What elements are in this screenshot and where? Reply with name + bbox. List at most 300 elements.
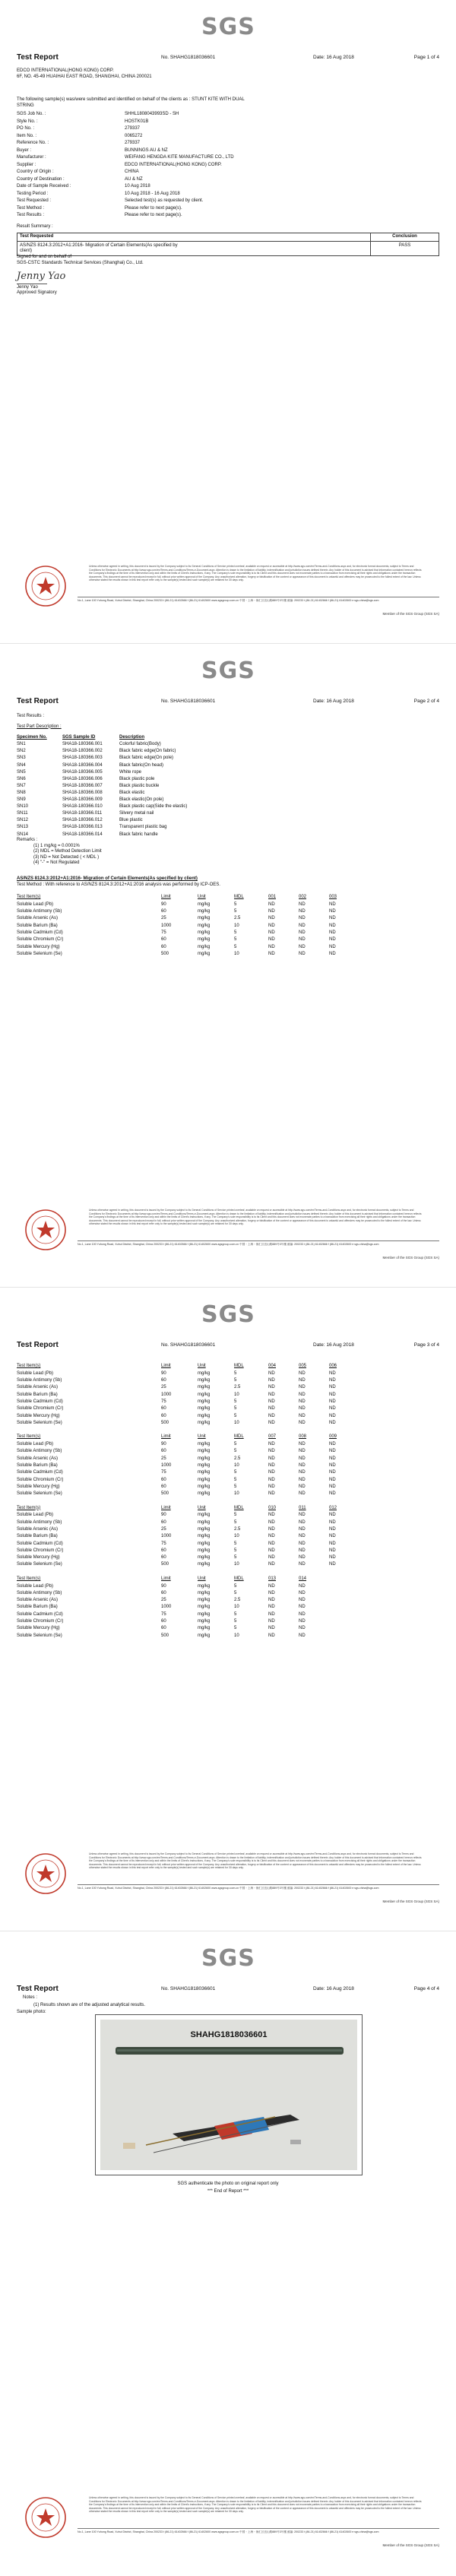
result-value: ND xyxy=(329,1562,336,1567)
mdl-value: 5 xyxy=(234,1611,237,1617)
field-row xyxy=(17,155,439,163)
test-item: Soluble Cadmium (Cd) xyxy=(17,1611,63,1617)
test-item: Soluble Selenium (Se) xyxy=(17,1420,62,1425)
signature-block: Signed for and on behalf of SGS-CSTC Standards Technical Services (Shanghai) Co., Ltd. Jenny Yao Jenny Yao Approved Signatory xyxy=(17,255,439,296)
result-value: ND xyxy=(299,1548,306,1553)
test-item: Soluble Chromium (Cr) xyxy=(17,937,64,943)
mdl-value: 2.5 xyxy=(234,1526,241,1532)
results-header: Test Item(s) Limit Unit MDL 013 014 xyxy=(17,1576,329,1583)
test-item: Soluble Arsenic (As) xyxy=(17,916,59,921)
report-header: Test Report No. SHAHG1818036601 Date: 16 Aug 2018 Page 4 of 4 xyxy=(17,1985,439,1993)
remark-item: (1) 1 mg/kg = 0.0001% xyxy=(33,843,80,848)
results-row xyxy=(17,1590,329,1597)
specimen-description: White rope xyxy=(119,769,142,775)
specimen-description: Black plastic buckle xyxy=(119,783,160,788)
result-value: ND xyxy=(329,944,336,949)
results-row xyxy=(17,1611,329,1618)
result-value: ND xyxy=(329,916,336,921)
sample-column-head: 014 xyxy=(299,1576,307,1581)
result-value: ND xyxy=(329,1399,336,1405)
results-row xyxy=(17,1392,359,1399)
page-indicator: Page 1 of 4 xyxy=(413,55,439,60)
results-row xyxy=(17,1469,359,1476)
field-row xyxy=(17,184,439,192)
test-item: Soluble Lead (Pb) xyxy=(17,1513,54,1518)
unit-value: mg/kg xyxy=(198,1626,211,1631)
result-value: ND xyxy=(329,951,336,956)
mdl-value: 10 xyxy=(234,923,239,928)
specimen-row xyxy=(17,790,187,797)
specimen-no: SN12 xyxy=(17,818,29,823)
test-item: Soluble Lead (Pb) xyxy=(17,901,54,907)
specimen-description: Black elastic xyxy=(119,790,145,795)
unit-value: mg/kg xyxy=(198,1611,211,1617)
mdl-value: 5 xyxy=(234,901,237,907)
limit-value: 60 xyxy=(161,1477,166,1482)
results-row xyxy=(17,1491,359,1497)
results-row xyxy=(17,1413,359,1420)
limit-value: 60 xyxy=(161,1378,166,1383)
sgs-sample-id: SHA18-180366.009 xyxy=(62,797,103,803)
test-item: Soluble Lead (Pb) xyxy=(17,1583,54,1589)
unit-value: mg/kg xyxy=(198,1598,211,1603)
result-value: ND xyxy=(299,1449,306,1454)
result-value: ND xyxy=(299,1477,306,1482)
mdl-value: 5 xyxy=(234,1442,237,1447)
result-value: ND xyxy=(329,930,336,936)
field-label: Supplier : xyxy=(17,162,36,167)
field-label: Testing Period : xyxy=(17,191,49,196)
field-value: HOSTK01B xyxy=(125,119,149,124)
test-item: Soluble Selenium (Se) xyxy=(17,1562,62,1567)
method-description: Test Method : With reference to AS/NZS 8124.3:2012+A1:2016 analysis was performed by ICP-OES. xyxy=(17,882,220,887)
limit-value: 90 xyxy=(161,1583,166,1589)
result-value: ND xyxy=(299,923,306,928)
unit-value: mg/kg xyxy=(198,1442,211,1447)
page-indicator: Page 2 of 4 xyxy=(413,699,439,704)
specimen-description: Silvery metal nail xyxy=(119,811,154,816)
unit-value: mg/kg xyxy=(198,1513,211,1518)
specimen-row xyxy=(17,762,187,769)
specimen-description: Black fabric(On head) xyxy=(119,762,164,768)
page-indicator: Page 4 of 4 xyxy=(413,1986,439,1991)
field-value: BUNNINGS AU & NZ xyxy=(125,147,168,153)
result-value: ND xyxy=(329,1519,336,1525)
unit-value: mg/kg xyxy=(198,1583,211,1589)
report-header: Test Report No. SHAHG1818036601 Date: 16 Aug 2018 Page 3 of 4 xyxy=(17,1341,439,1349)
field-value: Please refer to next page(s). xyxy=(125,205,182,211)
mdl-value: 5 xyxy=(234,1619,237,1624)
mdl-value: 10 xyxy=(234,1462,239,1468)
mdl-value: 10 xyxy=(234,1392,239,1397)
result-value: ND xyxy=(299,1470,306,1475)
field-label: Date of Sample Received : xyxy=(17,184,71,189)
test-item: Soluble Chromium (Cr) xyxy=(17,1619,64,1624)
limit-value: 1000 xyxy=(161,1534,172,1539)
report-title: Test Report xyxy=(17,53,59,62)
specimen-description: Black plastic cap(Side the elastic) xyxy=(119,804,188,810)
test-item: Soluble Arsenic (As) xyxy=(17,1385,59,1390)
remark-item: (2) MDL = Method Detection Limit xyxy=(33,849,102,854)
unit-value: mg/kg xyxy=(198,901,211,907)
result-value: ND xyxy=(268,1611,275,1617)
results-row xyxy=(17,908,359,915)
limit-value: 75 xyxy=(161,1611,166,1617)
unit-value: mg/kg xyxy=(198,1548,211,1553)
result-value: ND xyxy=(268,951,275,956)
specimen-no: SN7 xyxy=(17,783,26,788)
result-value: ND xyxy=(329,1370,336,1376)
sample-column-head: 008 xyxy=(299,1434,307,1440)
sample-column-head: 003 xyxy=(329,895,337,899)
test-item: Soluble Selenium (Se) xyxy=(17,1633,62,1638)
limit-value: 90 xyxy=(161,1370,166,1376)
sample-column-head: 010 xyxy=(268,1505,277,1510)
specimen-no: SN5 xyxy=(17,769,26,775)
results-row xyxy=(17,1554,359,1561)
mdl-value: 10 xyxy=(234,1562,239,1567)
sgs-seal-icon xyxy=(24,1209,67,1251)
field-value: 10 Aug 2018 xyxy=(125,184,150,189)
result-value: ND xyxy=(329,1484,336,1489)
results-row xyxy=(17,923,359,930)
field-value: 10 Aug 2018 - 16 Aug 2018 xyxy=(125,191,180,196)
mdl-value: 5 xyxy=(234,1590,237,1595)
sample-photo-label: Sample photo: xyxy=(17,2010,46,2014)
sample-column-head: 002 xyxy=(299,895,307,899)
results-row xyxy=(17,1526,359,1533)
result-value: ND xyxy=(268,1598,275,1603)
result-value: ND xyxy=(299,1513,306,1518)
result-value: ND xyxy=(268,1413,275,1418)
unit-value: mg/kg xyxy=(198,1555,211,1560)
result-value: ND xyxy=(329,937,336,943)
field-value: SHHL1808043993SD - SH xyxy=(125,112,179,116)
page-footer: Unless otherwise agreed in writing, this document is issued by the Company subject to its General Conditions of Service printed overleaf, available on request or accessible at http://www.sgs.com/en/Terms-and-Conditions.aspx and, for electronic format documents, subject to Terms and Conditions for Electronic Documents at http://www.sgs.com/en/Terms-and-Conditions/Terms-e-Document.aspx. Attention is drawn to the limitation of liability, indemnification and jurisdiction issues defined therein. Any holder of this document is advised that information contained hereon reflects the Company's findings at the time of its intervention only and within the limits of Client's instructions, if any. The Company's sole responsibility is to its Client and this document does not exonerate parties to a transaction from exercising all their rights and obligations under the transaction documents. This document cannot be reproduced except in full, without prior written approval of the Company. Any unauthorized alteration, forgery or falsification of the content or appearance of this document is unlawful and offenders may be prosecuted to the fullest extent of the law. Unless otherwise stated the results shown in this test report refer only to the sample(s) tested and such sample(s) are retained for 30 days only. No.1, Lane 100 Yuhong Road, Xuhui District, Shanghai, China 200233 t (86-21) 61402666 f (86-21) 61402600 www.sgsgroup.com.cn 中国・上海・徐汇区宜山路889号3号楼 邮编: 200233 t (86-21) 61402666 f (86-21) 61402600 e sgs.china@sgs.com Member of the SGS Group (SGS SA) xyxy=(17,2490,439,2570)
result-value: ND xyxy=(268,901,275,907)
sgs-sample-id: SHA18-180366.013 xyxy=(62,825,103,830)
results-header: Test Item(s) Limit Unit MDL 001 002 003 xyxy=(17,895,359,901)
report-date: Date: 16 Aug 2018 xyxy=(313,55,354,60)
test-item: Soluble Barium (Ba) xyxy=(17,1392,58,1397)
result-value: ND xyxy=(299,1562,306,1567)
mdl-value: 5 xyxy=(234,1378,237,1383)
result-value: ND xyxy=(329,1406,336,1412)
unit-value: mg/kg xyxy=(198,1605,211,1610)
result-value: ND xyxy=(268,916,275,921)
limit-value: 60 xyxy=(161,1619,166,1624)
result-value: ND xyxy=(268,1462,275,1468)
result-value: ND xyxy=(299,1619,306,1624)
specimen-row xyxy=(17,810,187,817)
remark-item: (4) "-" = Not Regulated xyxy=(33,860,80,865)
field-row xyxy=(17,163,439,170)
signer-title: Approved Signatory xyxy=(17,290,57,296)
result-value: ND xyxy=(268,1548,275,1553)
field-row xyxy=(17,141,439,148)
sample-column-head: 011 xyxy=(299,1505,306,1510)
field-row xyxy=(17,206,439,214)
result-value: ND xyxy=(268,1519,275,1525)
results-row xyxy=(17,1605,329,1611)
specimen-row xyxy=(17,783,187,790)
sample-column-head: 001 xyxy=(268,895,277,899)
remark-item: (3) ND = Not Detected ( < MDL ) xyxy=(33,854,100,860)
summary-test: AS/NZS 8124.3:2012+A1:2016- Migration of Certain Elements(As specified by client) xyxy=(17,242,371,256)
specimen-row xyxy=(17,803,187,810)
member-note: Member of the SGS Group (SGS SA) xyxy=(382,612,439,616)
result-value: ND xyxy=(268,1399,275,1405)
result-value: ND xyxy=(329,1470,336,1475)
field-row xyxy=(17,148,439,156)
mdl-value: 2.5 xyxy=(234,1385,241,1390)
result-value: ND xyxy=(299,1583,306,1589)
results-row xyxy=(17,1633,329,1640)
result-value: ND xyxy=(299,909,306,914)
unit-value: mg/kg xyxy=(198,1392,211,1397)
result-value: ND xyxy=(299,916,306,921)
test-item: Soluble Arsenic (As) xyxy=(17,1526,59,1532)
field-label: SGS Job No. : xyxy=(17,112,46,116)
limit-value: 60 xyxy=(161,1519,166,1525)
limit-value: 25 xyxy=(161,1598,166,1603)
mdl-value: 5 xyxy=(234,1513,237,1518)
results-row xyxy=(17,1477,359,1484)
specimen-table: Specimen No. SGS Sample ID Description SN1 SHA18-180366.001 Colorful fabric(Body) SN2 SHA18-180366.002 Black fabric edge(On fabric) SN3 SHA18-180366.003 Black fabric edge(On pole) SN4 SHA18-180366.004 Black fabric(On head) SN5 SHA18-180366.005 White rope SN6 SHA18-180366.006 Black plastic pole SN7 SHA18-180366.007 Black plastic buckle SN8 SHA18-180366.008 Black elastic SN9 SHA18-180366.009 Black elastic(On pole) SN10 SHA18-180366.010 Black plastic cap(Side the elastic) SN11 SHA18-180366.011 Silvery metal nail SN12 SHA18-180366.012 Blue plastic SN13 SHA18-180366.013 Transparent plastic bag SN14 SHA18-180366.014 Black fabric handle xyxy=(17,735,187,838)
result-value: ND xyxy=(299,1534,306,1539)
sample-column-head: 004 xyxy=(268,1364,277,1368)
result-value: ND xyxy=(299,1590,306,1595)
test-item: Soluble Antimony (Sb) xyxy=(17,1519,62,1525)
results-row xyxy=(17,916,359,923)
unit-value: mg/kg xyxy=(198,1385,211,1390)
results-header: Test Item(s) Limit Unit MDL 010 011 012 xyxy=(17,1506,359,1513)
result-value: ND xyxy=(268,923,275,928)
sgs-logo: SGS xyxy=(201,1945,255,1972)
result-value: ND xyxy=(268,1583,275,1589)
result-value: ND xyxy=(299,1462,306,1468)
limit-value: 60 xyxy=(161,944,166,949)
results-table xyxy=(17,1576,329,1640)
photo-report-number: SHAHG1818036601 xyxy=(190,2030,268,2039)
field-label: Manufacturer : xyxy=(17,155,46,160)
field-row xyxy=(17,134,439,141)
result-value: ND xyxy=(299,1555,306,1560)
result-value: ND xyxy=(268,1626,275,1631)
results-row xyxy=(17,1484,359,1491)
results-row xyxy=(17,1541,359,1548)
sgs-sample-id: SHA18-180366.008 xyxy=(62,790,103,795)
summary-head-test: Test Requested xyxy=(17,233,371,242)
mdl-value: 5 xyxy=(234,937,237,943)
mdl-value: 2.5 xyxy=(234,1456,241,1461)
result-value: ND xyxy=(299,1413,306,1418)
result-value: ND xyxy=(329,923,336,928)
result-value: ND xyxy=(299,1526,306,1532)
unit-value: mg/kg xyxy=(198,1378,211,1383)
specimen-no: SN13 xyxy=(17,825,29,830)
mdl-value: 5 xyxy=(234,1583,237,1589)
limit-value: 25 xyxy=(161,916,166,921)
mdl-value: 10 xyxy=(234,1420,239,1425)
unit-value: mg/kg xyxy=(198,1484,211,1489)
mdl-value: 5 xyxy=(234,909,237,914)
result-value: ND xyxy=(299,1519,306,1525)
mdl-value: 5 xyxy=(234,1519,237,1525)
sgs-sample-id: SHA18-180366.007 xyxy=(62,783,103,788)
mdl-value: 2.5 xyxy=(234,916,241,921)
result-value: ND xyxy=(299,1605,306,1610)
result-value: ND xyxy=(299,1378,306,1383)
field-label: Style No. : xyxy=(17,119,38,124)
field-value: Please refer to next page(s). xyxy=(125,213,182,217)
specimen-description: Black elastic(On pole) xyxy=(119,797,164,803)
footer-address: No.1, Lane 100 Yuhong Road, Xuhui District, Shanghai, China 200233 t (86-21) 61402666 f (86-21) 61402600 www.sgsgroup.com.cn 中国・上海・徐汇区宜山路889号3号楼 邮编: 200233 t (86-21) 61402666 f (86-21) 61402600 e sgs.china@sgs.com xyxy=(78,599,379,602)
sample-column-head: 009 xyxy=(329,1434,337,1440)
result-value: ND xyxy=(329,1378,336,1383)
result-value: ND xyxy=(268,1442,275,1447)
unit-value: mg/kg xyxy=(198,1477,211,1482)
field-label: Country of Origin : xyxy=(17,170,54,174)
result-value: ND xyxy=(268,1470,275,1475)
unit-value: mg/kg xyxy=(198,1456,211,1461)
result-value: ND xyxy=(299,1406,306,1412)
mdl-value: 5 xyxy=(234,944,237,949)
result-value: ND xyxy=(299,1420,306,1425)
field-label: Buyer : xyxy=(17,147,32,153)
results-row xyxy=(17,1625,329,1632)
result-value: ND xyxy=(299,930,306,936)
unit-value: mg/kg xyxy=(198,1449,211,1454)
page-footer xyxy=(17,559,439,638)
specimen-no: SN14 xyxy=(17,832,29,837)
sample-intro: The following sample(s) was/were submitted and identified on behalf of the clients as : STUNT KITE WITH DUAL STRING xyxy=(17,97,245,108)
result-value: ND xyxy=(329,909,336,914)
results-row xyxy=(17,1420,359,1427)
unit-value: mg/kg xyxy=(198,1470,211,1475)
test-item: Soluble Antimony (Sb) xyxy=(17,1590,62,1595)
sample-photo xyxy=(95,2014,363,2175)
test-item: Soluble Lead (Pb) xyxy=(17,1442,54,1447)
summary-table xyxy=(17,233,439,257)
results-row xyxy=(17,1377,359,1384)
result-value: ND xyxy=(329,1541,336,1546)
unit-value: mg/kg xyxy=(198,951,211,956)
report-number: No. SHAHG1818036601 xyxy=(161,55,216,60)
client-info xyxy=(17,68,439,80)
limit-value: 500 xyxy=(161,1491,169,1497)
mdl-value: 5 xyxy=(234,1406,237,1412)
limit-value: 60 xyxy=(161,1406,166,1412)
mdl-value: 10 xyxy=(234,951,239,956)
result-value: ND xyxy=(268,1633,275,1638)
test-item: Soluble Barium (Ba) xyxy=(17,923,58,928)
field-value: 279337 xyxy=(125,126,141,131)
result-value: ND xyxy=(329,1491,336,1497)
result-value: ND xyxy=(268,1420,275,1425)
test-item: Soluble Chromium (Cr) xyxy=(17,1548,64,1553)
test-item: Soluble Lead (Pb) xyxy=(17,1370,54,1376)
unit-value: mg/kg xyxy=(198,1562,211,1567)
test-item: Soluble Mercury (Hg) xyxy=(17,1626,60,1631)
test-item: Soluble Cadmium (Cd) xyxy=(17,1470,63,1475)
sgs-sample-id: SHA18-180366.006 xyxy=(62,776,103,781)
results-row xyxy=(17,1519,359,1526)
sample-fields xyxy=(17,112,439,220)
mdl-value: 5 xyxy=(234,1484,237,1489)
sgs-sample-id: SHA18-180366.005 xyxy=(62,769,103,775)
specimen-row xyxy=(17,769,187,776)
result-value: ND xyxy=(268,1555,275,1560)
result-value: ND xyxy=(299,1399,306,1405)
specimen-row xyxy=(17,776,187,783)
specimen-description: Black fabric handle xyxy=(119,832,158,837)
field-row xyxy=(17,126,439,134)
results-row xyxy=(17,1456,359,1462)
mdl-value: 5 xyxy=(234,1477,237,1482)
results-row xyxy=(17,1405,359,1412)
field-value: EDCO INTERNATIONAL(HONG KONG) CORP. xyxy=(125,162,222,167)
field-label: Reference No. : xyxy=(17,141,49,145)
field-label: Test Results : xyxy=(17,213,45,217)
result-value: ND xyxy=(268,909,275,914)
specimen-no: SN1 xyxy=(17,742,26,747)
test-item: Soluble Mercury (Hg) xyxy=(17,944,60,949)
mdl-value: 5 xyxy=(234,1413,237,1418)
field-row xyxy=(17,177,439,185)
test-item: Soluble Selenium (Se) xyxy=(17,1491,62,1497)
field-row xyxy=(17,170,439,177)
result-value: ND xyxy=(268,1526,275,1532)
result-value: ND xyxy=(268,1456,275,1461)
results-row xyxy=(17,930,359,936)
sgs-seal-icon xyxy=(24,1852,67,1895)
report-page-4 xyxy=(0,1931,456,2574)
result-value: ND xyxy=(329,1420,336,1425)
specimen-row xyxy=(17,756,187,762)
field-label: PO No. : xyxy=(17,126,35,131)
result-value: ND xyxy=(329,1456,336,1461)
mdl-value: 5 xyxy=(234,1399,237,1405)
result-value: ND xyxy=(299,1484,306,1489)
results-row xyxy=(17,1583,329,1590)
result-value: ND xyxy=(268,937,275,943)
results-row xyxy=(17,1385,359,1392)
specimen-no: SN4 xyxy=(17,762,26,768)
results-row xyxy=(17,1548,359,1554)
result-value: ND xyxy=(268,1406,275,1412)
mdl-value: 5 xyxy=(234,1541,237,1546)
specimen-description: Black fabric edge(On fabric) xyxy=(119,749,176,754)
specimen-no: SN8 xyxy=(17,790,26,795)
unit-value: mg/kg xyxy=(198,1534,211,1539)
page-footer: Unless otherwise agreed in writing, this document is issued by the Company subject to its General Conditions of Service printed overleaf, available on request or accessible at http://www.sgs.com/en/Terms-and-Conditions.aspx and, for electronic format documents, subject to Terms and Conditions for Electronic Documents at http://www.sgs.com/en/Terms-and-Conditions/Terms-e-Document.aspx. Attention is drawn to the limitation of liability, indemnification and jurisdiction issues defined therein. Any holder of this document is advised that information contained hereon reflects the Company's findings at the time of its intervention only and within the limits of Client's instructions, if any. The Company's sole responsibility is to its Client and this document does not exonerate parties to a transaction from exercising all their rights and obligations under the transaction documents. This document cannot be reproduced except in full, without prior written approval of the Company. Any unauthorized alteration, forgery or falsification of the content or appearance of this document is unlawful and offenders may be prosecuted to the fullest extent of the law. Unless otherwise stated the results shown in this test report refer only to the sample(s) tested and such sample(s) are retained for 30 days only. No.1, Lane 100 Yuhong Road, Xuhui District, Shanghai, China 200233 t (86-21) 61402666 f (86-21) 61402600 www.sgsgroup.com.cn 中国・上海・徐汇区宜山路889号3号楼 邮编: 200233 t (86-21) 61402666 f (86-21) 61402600 e sgs.china@sgs.com Member of the SGS Group (SGS SA) xyxy=(17,1846,439,1926)
specimen-no: SN10 xyxy=(17,804,29,810)
limit-value: 60 xyxy=(161,1548,166,1553)
unit-value: mg/kg xyxy=(198,937,211,943)
specimen-description: Black fabric edge(On pole) xyxy=(119,756,174,761)
specimen-description: Colorful fabric(Body) xyxy=(119,742,161,747)
limit-value: 60 xyxy=(161,909,166,914)
test-item: Soluble Selenium (Se) xyxy=(17,951,62,956)
limit-value: 75 xyxy=(161,1399,166,1405)
sgs-sample-id: SHA18-180366.011 xyxy=(62,811,103,816)
summary-head-conclusion: Conclusion xyxy=(371,233,439,242)
specimen-description: Transparent plastic bag xyxy=(119,825,167,830)
mdl-value: 5 xyxy=(234,930,237,936)
mdl-value: 10 xyxy=(234,1605,239,1610)
client-address: 6F, NO. 45-49 HUAIHAI EAST ROAD, SHANGHAI, CHINA 200021 xyxy=(17,74,152,79)
